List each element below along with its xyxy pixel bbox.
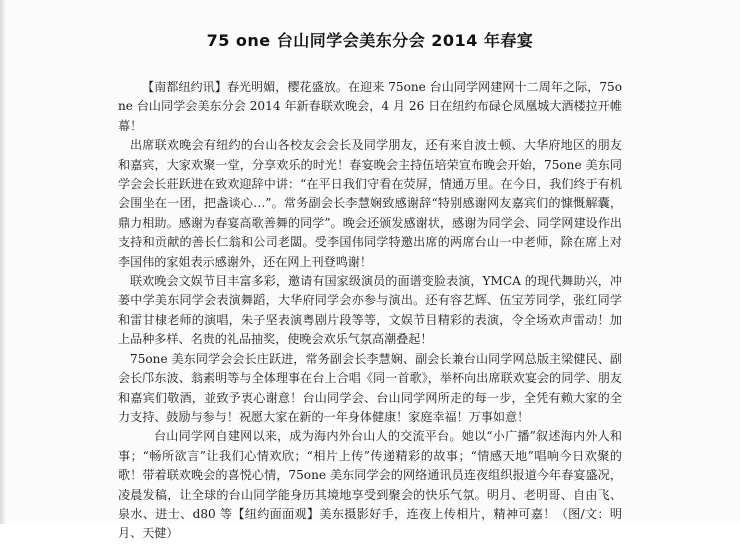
scan-edge-shadow [0, 0, 6, 524]
article-body [118, 78, 622, 544]
paragraph-website: 台山同学网自建网以来，成为海内外台山人的交流平台。她以“小广播”叙述海内外人和事；“畅所欲言”让我们心情欢欣；“相片上传”传递精彩的故事；“情感天地”唱响今日欢聚的歌！带着联欢晚会的喜悦心情，75one 美东同学会的网络通讯员连夜组织报道今年春宴盛况，凌晨发稿，让全球的台山同学能身历其境地享受到聚会的快乐气氛。明月、老明哥、自由飞、泉水、进士、d80 等【纽约面面观】美东摄影好手，连夜上传相片，精神可嘉！（图/文：明月、天健） [118, 429, 622, 541]
paragraph-toast: 75one 美东同学会会长庄跃进，常务副会长李慧娴、副会长兼台山同学网总版主梁健民、副会长邝东波、翁素明等与全体理事在台上合唱《同一首歌》，举杯向出席联欢宴会的同学、朋友和嘉宾们敬酒，並致予衷心谢意！台山同学会、台山同学网所走的每一步，全凭有赖大家的全力支持、鼓励与参与！祝愿大家在新的一年身体健康！家庭幸福！万事如意！ [118, 351, 622, 424]
paragraph-performances: 联欢晚会文娱节目丰富多彩，邀请有国家级演员的面谱变脸表演，YMCA 的现代舞助兴，冲蒌中学美东同学会表演舞蹈，大华府同学会亦参与演出。还有容艺辉、伍宝芳同学，张红同学和雷甘棣老师的演唱，朱子坚表演粤剧片段等等，文娱节目精彩的表演，令全场欢声雷动！加上品种多样、名贵的礼品抽奖，使晚会欢乐气氛高潮叠起！ [118, 274, 622, 347]
article-title: 75 one 台山同学会美东分会 2014 年春宴 [206, 31, 534, 50]
paragraph-attendees: 出席联欢晚会有纽约的台山各校友会会长及同学朋友，还有来自波士顿、大华府地区的朋友和嘉宾，大家欢聚一堂，分享欢乐的时光！春宴晚会主持伍培荣宣布晚会开始，75one 美东同学会会长莊跃进在致欢迎辞中讲：“在平日我们守看在荧屏，情通万里。在今日，我们终于有机会围坐在一团，把盏谈心…”。常务副会长李慧娴致感谢辞“特别感谢网友嘉宾们的慷慨解囊，鼎力相助。感谢为春宴高歌善舞的同学”。晚会还颁发感谢状，感谢为同学会、同学网建设作出支持和贡献的善长仁翁和公司老闆。受李国伟同学特邀出席的两席台山一中老师，除在席上对李国伟的家姐表示感谢外，还在网上刊登鸣谢！ [118, 138, 622, 269]
paragraph-intro: 【南都纽约讯】春光明媚，樱花盛放。在迎来 75one 台山同学网建网十二周年之际，75one 台山同学会美东分会 2014 年新春联欢晚会，4 月 26 日在纽约布碌仑凤凰城大酒楼拉开帷幕！ [118, 80, 622, 133]
